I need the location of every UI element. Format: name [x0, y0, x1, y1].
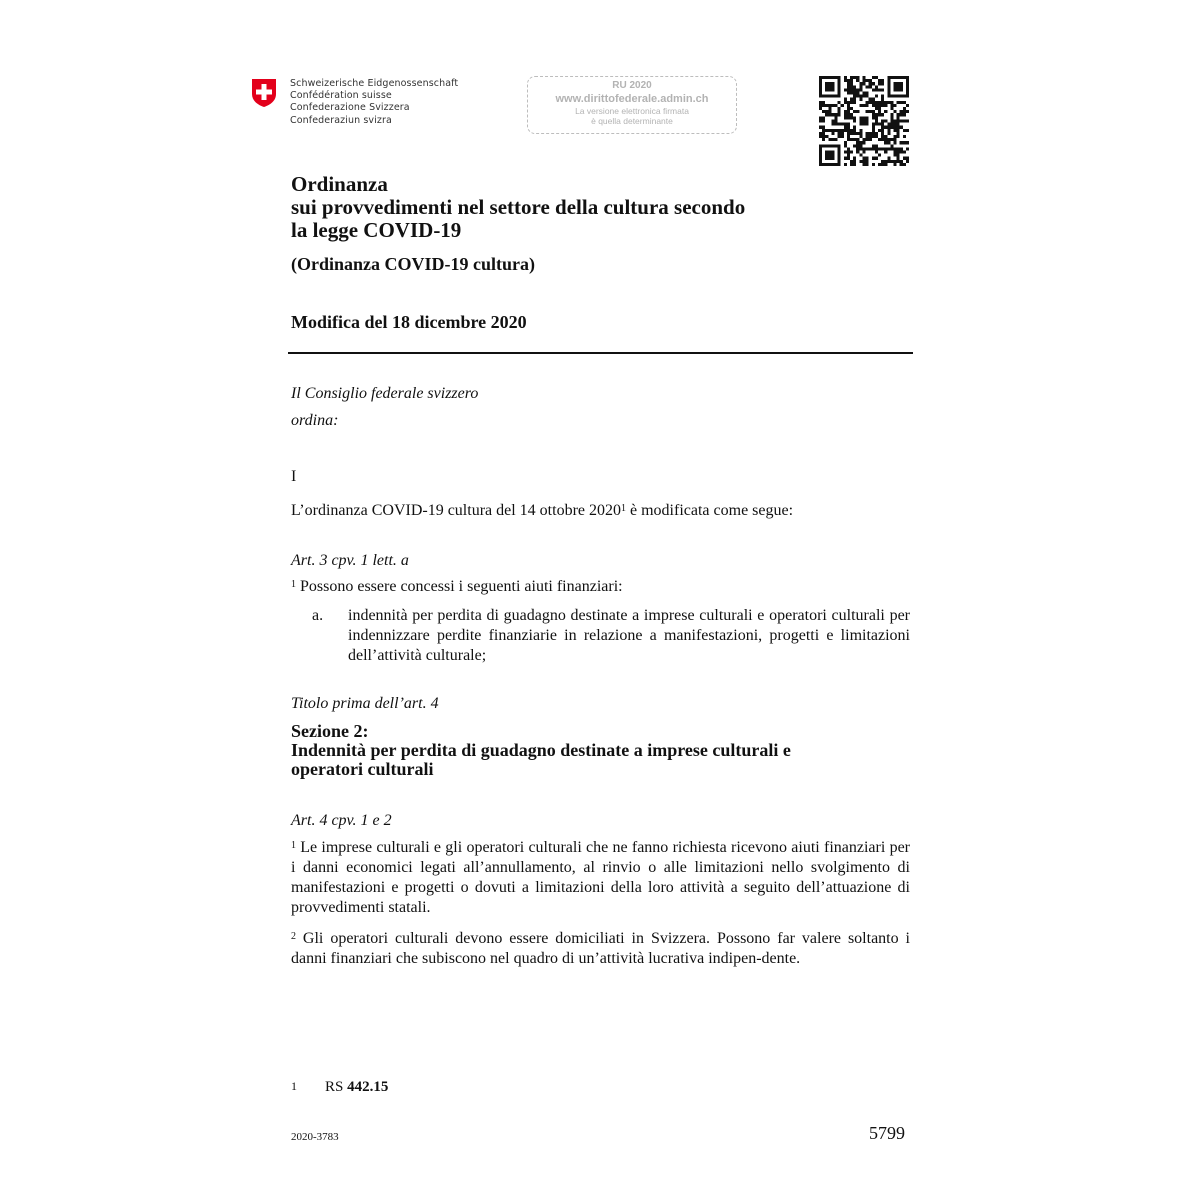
- art4-paragraph-2: [291, 929, 910, 969]
- section-heading: [291, 722, 911, 779]
- confederation-fr: Confédération suisse: [290, 90, 392, 102]
- confederation-de: Schweizerische Eidgenossenschaft: [290, 78, 459, 89]
- stamp-note-2: è quella determinante: [591, 116, 673, 126]
- title-divider: [288, 352, 913, 354]
- paragraph-number: 2: [291, 931, 296, 942]
- intro-text: L’ordinanza COVID-19 cultura del 14 ottobre 2020: [291, 502, 621, 519]
- art3-paragraph-text: Possono essere concessi i seguenti aiuti finanziari:: [296, 578, 623, 595]
- section-heading-line-3: operatori culturali: [291, 759, 434, 779]
- footnote: [291, 1079, 388, 1096]
- art3-item-letter: a.: [312, 607, 324, 624]
- art4-paragraph-1: [291, 838, 910, 918]
- art4-paragraph-1-text: Le imprese culturali e gli operatori culturali che ne fanno richiesta ricevono aiuti finanziari per i danni economici legati all’annullamento, al rinvio o alle limitazioni nello svolgimento di manifestazioni e progetti o dovuti a limitazioni della loro attività a seguito dell’attuazione di provvedimenti statali.: [291, 839, 910, 916]
- art4-title-reference: Titolo prima dell’art. 4: [291, 695, 439, 712]
- short-title: (Ordinanza COVID-19 cultura): [291, 254, 535, 274]
- art4-reference: Art. 4 cpv. 1 e 2: [291, 812, 392, 829]
- stamp-url: www.dirittofederale.admin.ch: [555, 93, 709, 105]
- document-title: [291, 173, 745, 242]
- title-line-2: sui provvedimenti nel settore della cultura secondo: [291, 195, 746, 219]
- stamp-note-1: La versione elettronica firmata: [575, 106, 689, 116]
- art3-reference: Art. 3 cpv. 1 lett. a: [291, 552, 409, 569]
- preamble-ordina: ordina:: [291, 412, 339, 429]
- footnote-prefix: RS: [325, 1079, 348, 1095]
- section-heading-line-2: Indennità per perdita di guadagno destinate a imprese culturali e: [291, 740, 791, 760]
- footnote-rs-number[interactable]: 442.15: [347, 1079, 389, 1095]
- confederation-names: [290, 78, 458, 127]
- qr-code-icon: [819, 76, 909, 166]
- official-publication-stamp: [527, 76, 737, 134]
- swiss-cross-shield-icon: [251, 78, 277, 108]
- footnote-number: 1: [291, 1079, 297, 1093]
- intro-paragraph: [291, 501, 793, 521]
- footnote-ref[interactable]: 1: [621, 503, 626, 514]
- intro-text-end: è modificata come segue:: [626, 502, 794, 519]
- confederation-rm: Confederaziun svizra: [290, 114, 392, 126]
- section-roman-numeral: I: [291, 468, 297, 485]
- preamble-authority: Il Consiglio federale svizzero: [291, 385, 479, 402]
- confederation-it: Confederazione Svizzera: [290, 102, 410, 114]
- section-heading-line-1: Sezione 2:: [291, 721, 369, 741]
- stamp-collection: RU 2020: [612, 80, 652, 91]
- paragraph-number: 1: [291, 840, 296, 851]
- art4-paragraph-2-text: Gli operatori culturali devono essere domiciliati in Svizzera. Possono far valere soltanto i danni finanziari che subiscono nel quadro di un’attività lucrativa indipen-dente.: [291, 930, 910, 967]
- amendment-date: Modifica del 18 dicembre 2020: [291, 312, 527, 332]
- art3-paragraph-1: [291, 577, 623, 597]
- title-line-1: Ordinanza: [291, 172, 388, 196]
- art3-item-text: indennità per perdita di guadagno destinate a imprese culturali e operatori culturali per indennizzare perdite finanziarie in relazione a manifestazioni, progetti e limitazioni dell’attività culturale;: [348, 607, 910, 664]
- page-number: 5799: [869, 1123, 905, 1143]
- paragraph-number: 1: [291, 579, 296, 590]
- title-line-3: la legge COVID-19: [291, 218, 462, 242]
- document-id: 2020-3783: [291, 1131, 339, 1143]
